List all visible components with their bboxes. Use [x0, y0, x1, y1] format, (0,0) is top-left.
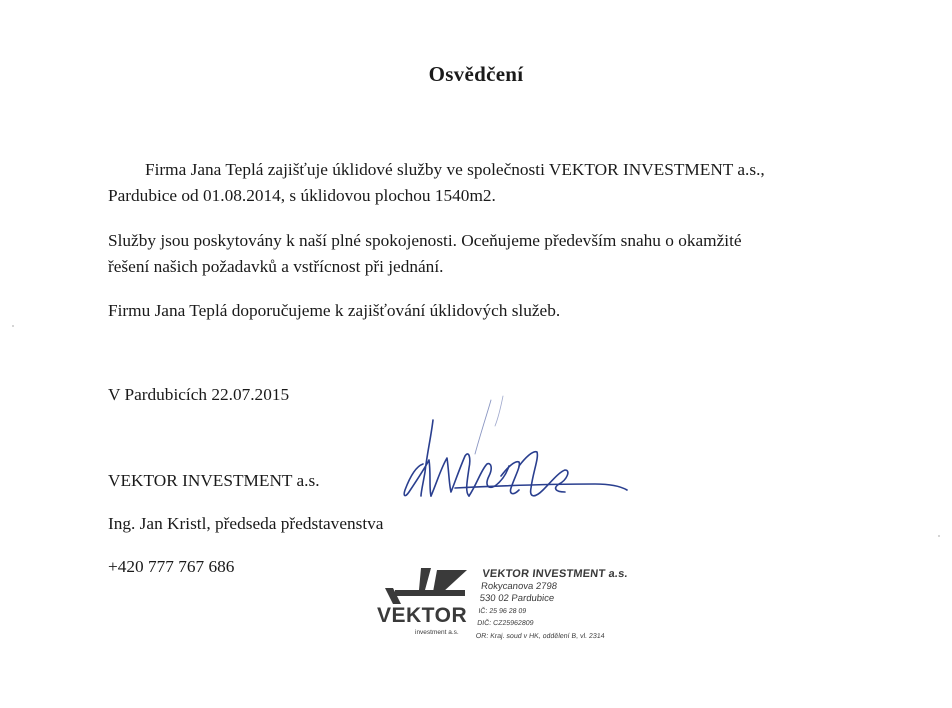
paragraph1-line2: Pardubice od 01.08.2014, s úklidovou plochou 1540m2. [108, 186, 496, 205]
paragraph2-line1: Služby jsou poskytovány k naší plné spokojenosti. Oceňujeme především snahu o okamžité [108, 231, 742, 250]
paragraph2-line2: řešení našich požadavků a vstřícnost při jednání. [108, 257, 444, 276]
stamp-address-block [475, 568, 628, 643]
place-date: V Pardubicích 22.07.2015 [108, 385, 290, 404]
company-stamp [375, 562, 629, 654]
paragraph1-line1: Firma Jana Teplá zajišťuje úklidové služby ve společnosti VEKTOR INVESTMENT a.s., [145, 160, 765, 179]
paragraph3: Firmu Jana Teplá doporučujeme k zajišťování úklidových služeb. [108, 301, 561, 320]
scan-speck [12, 325, 14, 327]
scan-speck [938, 535, 940, 537]
stamp-ico: IČ: 25 96 28 09 [478, 607, 527, 615]
vektor-logo-icon [375, 562, 475, 642]
phone-number: +420 777 767 686 [108, 557, 235, 576]
stamp-register: OR: Kraj. soud v HK, oddělení B, vl. 2314 [475, 632, 605, 640]
stamp-company: VEKTOR INVESTMENT a.s. [481, 568, 629, 580]
stamp-city: 530 02 Pardubice [479, 593, 555, 604]
stamp-logo-subtext: investment a.s. [415, 629, 459, 636]
stamp-street: Rokycanova 2798 [480, 580, 558, 592]
document-title: Osvědčení [428, 62, 524, 86]
company-name: VEKTOR INVESTMENT a.s. [108, 471, 320, 490]
signature-image [395, 392, 635, 517]
stamp-logo-word: VEKTOR [377, 604, 468, 627]
signatory-name: Ing. Jan Kristl, předseda představenstva [108, 514, 384, 533]
stamp-dic: DIČ: CZ25962809 [476, 620, 534, 627]
